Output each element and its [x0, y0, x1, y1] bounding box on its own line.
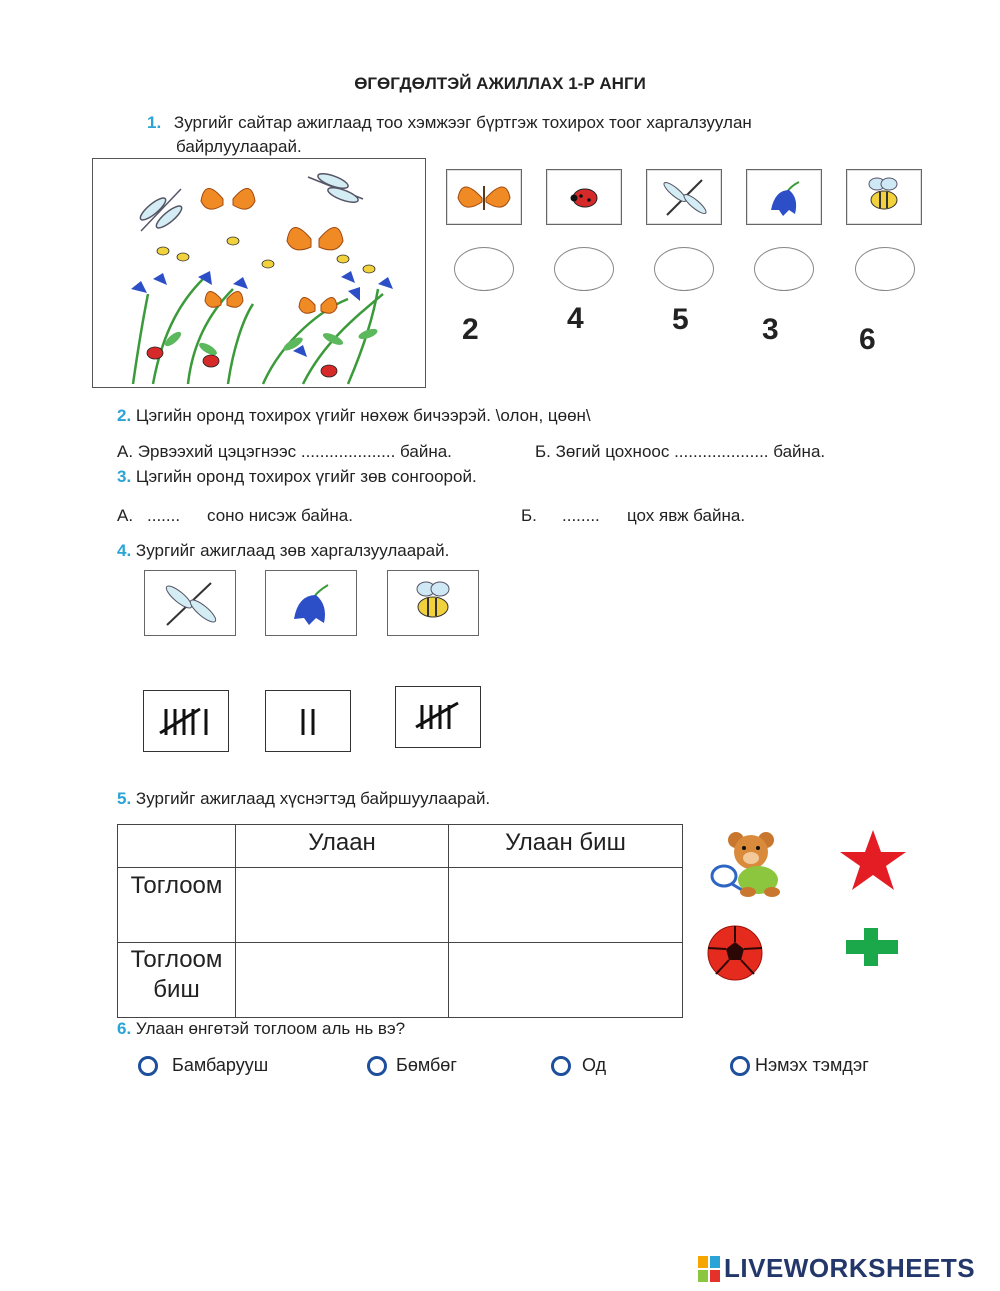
option-label-1[interactable]: Бамбарууш	[172, 1055, 269, 1075]
teddy-bear-icon	[708, 828, 794, 898]
cell-toy-red[interactable]	[236, 868, 449, 943]
green-plus-item[interactable]	[844, 926, 900, 968]
q1-answer-oval-2[interactable]	[554, 247, 614, 291]
q1-number-tile-1[interactable]: 2	[462, 313, 479, 346]
q3-a-label: А.	[117, 506, 134, 525]
q1-answer-oval-3[interactable]	[654, 247, 714, 291]
row-header-not-toy-line1: Тоглоом	[130, 946, 223, 973]
ball-item[interactable]	[706, 922, 764, 984]
dragonfly-icon	[647, 170, 721, 224]
q4-text	[117, 541, 449, 561]
q3-a-blank[interactable]: .......	[147, 506, 181, 525]
radio-option-2[interactable]	[367, 1056, 387, 1076]
q4-number: 4.	[117, 541, 132, 560]
q1-text	[147, 113, 752, 133]
garden-scene-illustration	[93, 159, 425, 387]
q1-number-tile-5[interactable]: 6	[859, 323, 876, 356]
logo-text: LIVEWORKSHEETS	[724, 1253, 976, 1283]
q2-line-a[interactable]: А. Эрвээхий цэцэгнээс .................... байна.	[117, 442, 452, 461]
red-star-icon	[838, 828, 908, 892]
cell-toy-not-red[interactable]	[449, 868, 683, 943]
liveworksheets-logo	[698, 1254, 992, 1283]
q1-answer-oval-5[interactable]	[855, 247, 915, 291]
bee-icon	[388, 571, 478, 635]
q1-butterfly-card	[446, 169, 522, 225]
row-header-not-toy	[118, 943, 236, 1018]
q2-number: 2.	[117, 406, 132, 425]
q3-instruction: Цэгийн оронд тохирох үгийг зөв сонгоорой.	[135, 467, 477, 486]
tally-marks-1	[144, 691, 228, 751]
q4-bluebell-card[interactable]	[265, 570, 357, 636]
butterfly-icon	[447, 170, 521, 224]
radio-option-1[interactable]	[138, 1056, 158, 1076]
bee-icon	[847, 170, 921, 224]
q2-text	[117, 406, 591, 426]
cell-not-toy-red[interactable]	[236, 943, 449, 1018]
q4-tally-box-1[interactable]	[143, 690, 229, 752]
bluebell-icon	[747, 170, 821, 224]
q5-number: 5.	[117, 789, 132, 808]
bluebell-icon	[266, 571, 356, 635]
q1-number-tile-3[interactable]: 5	[672, 303, 689, 336]
q3-b-blank[interactable]: ........	[562, 506, 600, 525]
page-title: ӨГӨГДӨЛТЭЙ АЖИЛЛАХ 1-Р АНГИ	[354, 74, 646, 93]
q3-b-text: цох явж байна.	[627, 506, 746, 525]
q4-instruction: Зургийг ажиглаад зөв харгалзуулаарай.	[135, 541, 450, 560]
q1-number-tile-4[interactable]: 3	[762, 313, 779, 346]
green-plus-icon	[844, 926, 900, 968]
q6-text	[117, 1019, 405, 1039]
option-label-2[interactable]: Бөмбөг	[396, 1055, 457, 1075]
sorting-table	[117, 824, 683, 1018]
q1-ladybug-card	[546, 169, 622, 225]
q1-bee-card	[846, 169, 922, 225]
q2-instruction: Цэгийн оронд тохирох үгийг нөхөж бичээрэй. \олон, цөөн\	[135, 406, 591, 425]
col-header-not-red: Улаан биш	[449, 825, 683, 868]
q2-line-b[interactable]: Б. Зөгий цохноос .................... байна.	[535, 442, 826, 461]
q1-dragonfly-card	[646, 169, 722, 225]
dragonfly-icon	[145, 571, 235, 635]
teddy-bear-item[interactable]	[708, 828, 794, 898]
tally-marks-3	[396, 687, 480, 747]
radio-option-3[interactable]	[551, 1056, 571, 1076]
liveworksheets-logo-icon	[698, 1256, 720, 1282]
q1-number-tile-2[interactable]: 4	[567, 302, 584, 335]
option-label-3[interactable]: Од	[582, 1055, 607, 1075]
tally-marks-2	[266, 691, 350, 751]
q5-instruction: Зургийг ажиглаад хүснэгтэд байршуулаарай.	[135, 789, 491, 808]
garden-scene	[92, 158, 426, 388]
q3-text	[117, 467, 477, 487]
cell-not-toy-not-red[interactable]	[449, 943, 683, 1018]
q3-b-label: Б.	[521, 506, 537, 525]
q3-number: 3.	[117, 467, 132, 486]
q1-line1: Зургийг сайтар ажиглаад тоо хэмжээг бүртгэж тохирох тоог харгалзуулан	[173, 113, 752, 132]
option-label-4[interactable]: Нэмэх тэмдэг	[755, 1055, 869, 1075]
table-corner	[118, 825, 236, 868]
row-header-not-toy-line2: биш	[153, 976, 200, 1003]
q1-answer-oval-1[interactable]	[454, 247, 514, 291]
q4-tally-box-3[interactable]	[395, 686, 481, 748]
q1-bluebell-card	[746, 169, 822, 225]
col-header-red: Улаан	[236, 825, 449, 868]
q4-dragonfly-card[interactable]	[144, 570, 236, 636]
q4-tally-box-2[interactable]	[265, 690, 351, 752]
q3-a-text: соно нисэж байна.	[207, 506, 353, 525]
q5-text	[117, 789, 490, 809]
q1-line2: байрлуулаарай.	[176, 137, 302, 156]
q1-answer-oval-4[interactable]	[754, 247, 814, 291]
q4-bee-card[interactable]	[387, 570, 479, 636]
red-star-item[interactable]	[838, 828, 908, 892]
ball-icon	[706, 922, 764, 984]
row-header-toy: Тоглоом	[118, 868, 236, 943]
ladybug-icon	[547, 170, 621, 224]
radio-option-4[interactable]	[730, 1056, 750, 1076]
q6-number: 6.	[117, 1019, 132, 1038]
q1-number: 1.	[147, 113, 162, 132]
q6-instruction: Улаан өнгөтэй тоглоом аль нь вэ?	[135, 1019, 406, 1038]
